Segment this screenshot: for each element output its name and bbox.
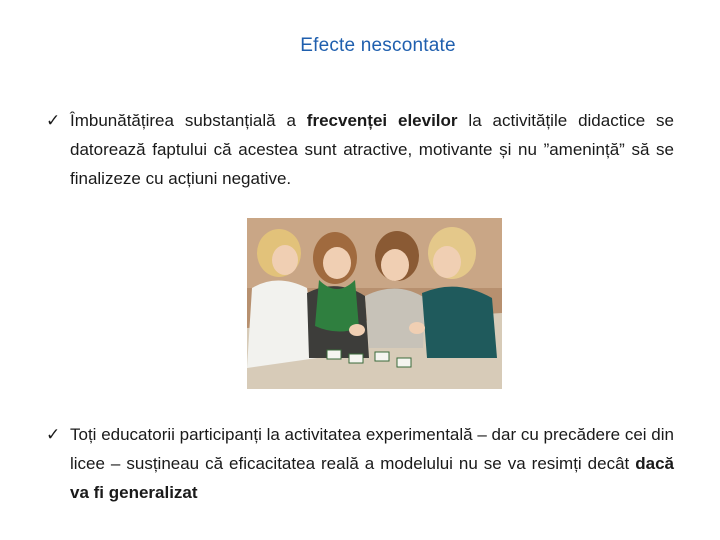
card [349,354,363,363]
page-title: Efecte nescontate [300,35,456,56]
card [327,350,341,359]
bullet-text-part: la activitățile didactice se datorează faptului că acestea sunt atractive, motivante și nu ”amenință” să se finalizeze cu acțiuni negative. [70,111,675,188]
checkmark-icon: ✓ [46,111,61,130]
checkmark-icon: ✓ [46,425,61,444]
bullet-text-bold: frecvenței elevilor [306,111,458,130]
bullet-text-bold: dacă va fi generalizat [70,454,674,502]
bullet-item-educators [46,420,674,507]
card [375,352,389,361]
bullet-text [70,106,674,193]
card [397,358,411,367]
bullet-text-part: Toți educatorii participanți la activitatea experimentală – dar cu precădere cei din licee – susțineau că eficacitatea reală a modelului nu se va resimți decât [70,425,674,473]
classroom-photo [247,218,502,389]
children-playing-cards-image [247,218,502,389]
bullet-text-part: Îmbunătățirea substanțială a [70,111,307,130]
bullet-text [70,420,674,507]
bullet-item-attendance [46,106,674,193]
